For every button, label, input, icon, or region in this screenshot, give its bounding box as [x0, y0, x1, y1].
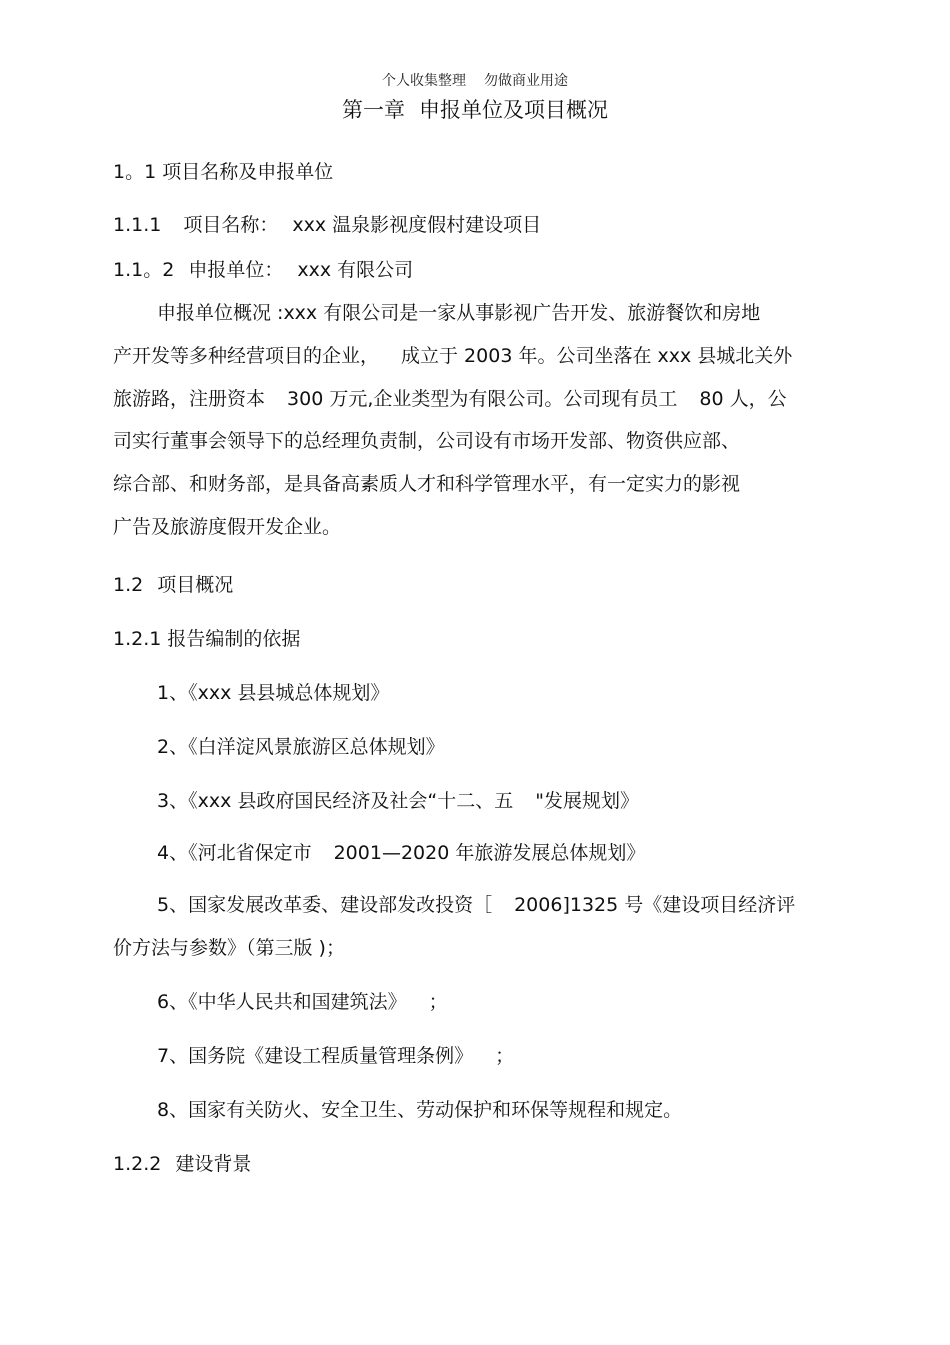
overview-line-4: 司实行董事会领导下的总经理负责制，公司设有市场开发部、物资供应部、 [113, 430, 741, 452]
item-project-name [113, 210, 541, 237]
basis-item-7 [157, 1041, 514, 1068]
overview-line-2b: 成立于 2003 年。公司坐落在 xxx 县城北关外 [401, 345, 793, 367]
basis-item-5 [157, 890, 795, 917]
basis-item-4a: 4、《河北省保定市 [157, 842, 312, 864]
item-value: xxx 有限公司 [297, 259, 414, 281]
basis-item-8: 8、国家有关防火、安全卫生、劳动保护和环保等规程和规定。 [157, 1099, 683, 1121]
chapter-name: 申报单位及项目概况 [419, 98, 608, 122]
basis-item-7a: 7、国务院《建设工程质量管理条例》 [157, 1045, 474, 1067]
chapter-title [0, 94, 950, 124]
basis-item-7b: ； [495, 1045, 515, 1067]
basis-item-6b: ； [428, 991, 448, 1013]
basis-item-3a: 3、《xxx 县政府国民经济及社会“十二、五 [157, 790, 514, 812]
basis-item-2: 2、《白洋淀风景旅游区总体规划》 [157, 736, 445, 758]
overview-line-6: 广告及旅游度假开发企业。 [113, 516, 342, 538]
item-value: xxx 温泉影视度假村建设项目 [292, 214, 542, 236]
item-number: 1.1.1 [113, 214, 162, 236]
basis-item-5-cont: 价方法与参数》（第三版 )； [113, 937, 345, 959]
overview-line-3 [113, 384, 787, 411]
section-number: 1.2.2 [113, 1153, 162, 1175]
basis-item-5a: 5、国家发展改革委、建设部发改投资［ [157, 894, 493, 916]
overview-line-3c: 80 人，公 [699, 388, 787, 410]
overview-line-3a: 旅游路，注册资本 [113, 388, 266, 410]
section-number: 1.2 [113, 574, 144, 596]
basis-item-3 [157, 786, 639, 813]
basis-item-3b: "发展规划》 [535, 790, 639, 812]
section-heading-1-2 [113, 570, 233, 597]
overview-line-1: 申报单位概况 :xxx 有限公司是一家从事影视广告开发、旅游餐饮和房地 [157, 302, 761, 324]
overview-line-2 [113, 341, 792, 368]
section-title: 建设背景 [175, 1153, 252, 1175]
item-number: 1.1。2 [113, 259, 175, 281]
section-heading-1-1: 1。1 项目名称及申报单位 [113, 161, 334, 183]
item-label: 申报单位： [188, 259, 284, 281]
basis-item-6 [157, 987, 448, 1014]
watermark-text-a: 个人收集整理 [382, 73, 466, 89]
section-heading-1-2-2 [113, 1149, 251, 1176]
basis-item-6a: 6、《中华人民共和国建筑法》 [157, 991, 407, 1013]
section-title: 项目概况 [157, 574, 234, 596]
item-label: 项目名称： [183, 214, 279, 236]
header-watermark [0, 70, 950, 90]
overview-line-5: 综合部、和财务部，是具备高素质人才和科学管理水平，有一定实力的影视 [113, 473, 741, 495]
watermark-text-b: 勿做商业用途 [484, 73, 568, 89]
basis-item-4 [157, 838, 645, 865]
basis-item-1: 1、《xxx 县县城总体规划》 [157, 682, 390, 704]
overview-line-3b: 300 万元,企业类型为有限公司。公司现有员工 [287, 388, 678, 410]
basis-item-5b: 2006]1325 号《建设项目经济评 [514, 894, 796, 916]
section-heading-1-2-1: 1.2.1 报告编制的依据 [113, 628, 301, 650]
chapter-number: 第一章 [342, 98, 405, 122]
item-applicant [113, 255, 413, 282]
basis-item-4b: 2001—2020 年旅游发展总体规划》 [333, 842, 646, 864]
overview-line-2a: 产开发等多种经营项目的企业， [113, 345, 380, 367]
